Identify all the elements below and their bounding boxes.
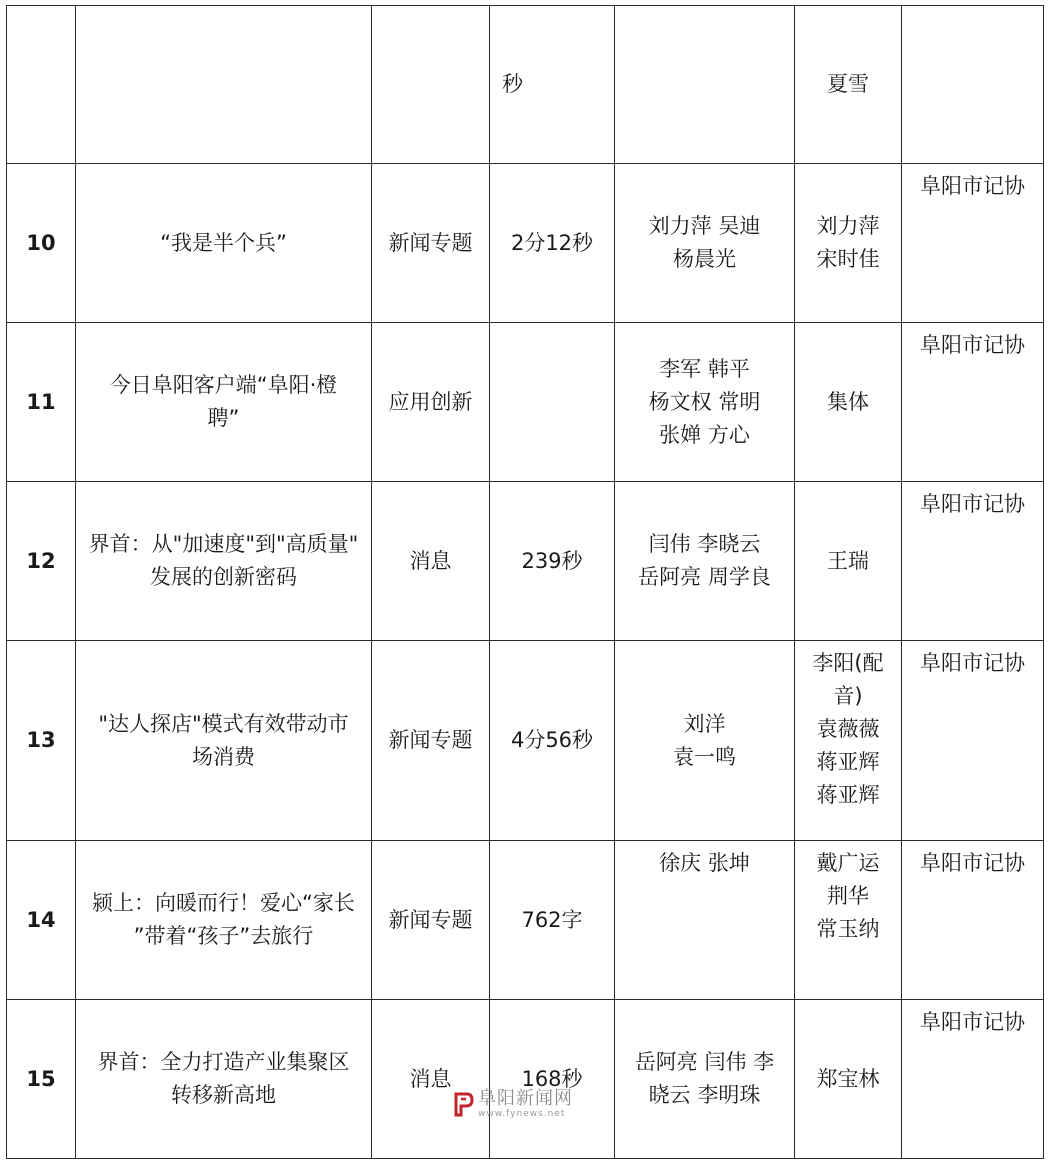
authors-line: 张婵 方心 [659, 422, 750, 447]
title-line: 界首：从"加速度"到"高质量" [88, 532, 359, 556]
editors-line: 李阳(配 [812, 651, 884, 675]
table-row [7, 841, 1044, 1000]
editors-line: 郑宝林 [816, 1066, 880, 1091]
table-row [7, 323, 1044, 482]
editors-line: 常玉纳 [816, 917, 880, 941]
editors-line: 王瑞 [827, 548, 869, 573]
row-number: 13 [7, 641, 76, 841]
editors-line: 音) [833, 684, 863, 708]
work-length: 762字 [490, 841, 615, 1000]
work-recommender: 阜阳市记协 [902, 323, 1044, 482]
title-line: 聘” [207, 406, 240, 430]
editors-line: 袁薇薇 [816, 717, 880, 741]
work-authors [615, 1000, 795, 1159]
editors-line: 戴广运 [816, 851, 880, 875]
table-row [7, 482, 1044, 641]
work-recommender: 阜阳市记协 [902, 841, 1044, 1000]
work-category: 新闻专题 [372, 841, 490, 1000]
authors-line: 闫伟 李晓云 [648, 532, 761, 556]
work-authors [615, 482, 795, 641]
work-authors [615, 641, 795, 841]
work-category: 新闻专题 [372, 641, 490, 841]
watermark-name: 阜阳新闻网 [478, 1088, 573, 1109]
header-row [7, 6, 1044, 164]
row-number: 14 [7, 841, 76, 1000]
editors-line: 蒋亚辉 [816, 750, 880, 774]
work-editors [795, 164, 902, 323]
title-line: 场消费 [192, 744, 255, 769]
editors-line: 宋时佳 [816, 247, 880, 271]
work-title [76, 641, 372, 841]
header-category [372, 6, 490, 164]
work-title [76, 164, 372, 323]
work-title [76, 1000, 372, 1159]
work-recommender: 阜阳市记协 [902, 482, 1044, 641]
authors-line: 杨晨光 [673, 247, 736, 271]
row-number: 10 [7, 164, 76, 323]
row-number: 15 [7, 1000, 76, 1159]
work-length [490, 323, 615, 482]
authors-line: 李军 韩平 [659, 356, 750, 381]
watermark [452, 1090, 573, 1119]
editors-line: 刘力萍 [816, 214, 880, 238]
header-title [76, 6, 372, 164]
table-row [7, 164, 1044, 323]
title-line: 颍上：向暖而行！爱心“家长 [92, 891, 355, 915]
watermark-url: www.fynews.net [478, 1109, 566, 1119]
editors-line: 蒋亚辉 [816, 783, 880, 807]
work-category: 新闻专题 [372, 164, 490, 323]
work-length: 168秒 [490, 1000, 615, 1159]
work-category: 消息 [372, 482, 490, 641]
row-number: 11 [7, 323, 76, 482]
work-authors [615, 841, 795, 1000]
work-title [76, 841, 372, 1000]
work-title [76, 482, 372, 641]
header-editors: 夏雪 [795, 6, 902, 164]
header-no [7, 6, 76, 164]
work-title [76, 323, 372, 482]
editors-line: 集体 [827, 389, 869, 414]
table-row [7, 1000, 1044, 1159]
title-line: 转移新高地 [171, 1083, 276, 1107]
fynews-logo-icon [452, 1091, 474, 1119]
work-editors [795, 641, 902, 841]
table-row [7, 641, 1044, 841]
title-line: 今日阜阳客户端“阜阳·橙 [109, 373, 338, 397]
work-category: 消息 [372, 1000, 490, 1159]
work-editors [795, 323, 902, 482]
authors-line: 徐庆 张坤 [659, 851, 750, 875]
work-category: 应用创新 [372, 323, 490, 482]
header-length: 秒 [490, 6, 615, 164]
work-length: 4分56秒 [490, 641, 615, 841]
awards-table [6, 5, 1044, 1159]
title-line: 界首：全力打造产业集聚区 [97, 1050, 350, 1074]
work-authors [615, 323, 795, 482]
work-editors [795, 1000, 902, 1159]
work-recommender: 阜阳市记协 [902, 164, 1044, 323]
title-line: 发展的创新密码 [150, 565, 297, 589]
authors-line: 刘力萍 吴迪 [648, 214, 761, 238]
work-length: 2分12秒 [490, 164, 615, 323]
work-editors [795, 482, 902, 641]
title-line: “我是半个兵” [160, 230, 287, 255]
header-authors [615, 6, 795, 164]
editors-line: 荆华 [827, 884, 869, 908]
authors-line: 袁一鸣 [673, 744, 736, 769]
authors-line: 刘洋 [683, 711, 726, 736]
authors-line: 晓云 李明珠 [648, 1083, 761, 1107]
work-recommender: 阜阳市记协 [902, 641, 1044, 841]
row-number: 12 [7, 482, 76, 641]
title-line: "达人探店"模式有效带动市 [98, 711, 349, 736]
work-editors [795, 841, 902, 1000]
authors-line: 岳阿亮 周学良 [638, 565, 771, 589]
authors-line: 岳阿亮 闫伟 李 [634, 1050, 775, 1074]
work-authors [615, 164, 795, 323]
title-line: ”带着“孩子”去旅行 [133, 924, 314, 948]
work-length: 239秒 [490, 482, 615, 641]
work-recommender: 阜阳市记协 [902, 1000, 1044, 1159]
header-recommender [902, 6, 1044, 164]
authors-line: 杨文权 常明 [648, 389, 761, 414]
